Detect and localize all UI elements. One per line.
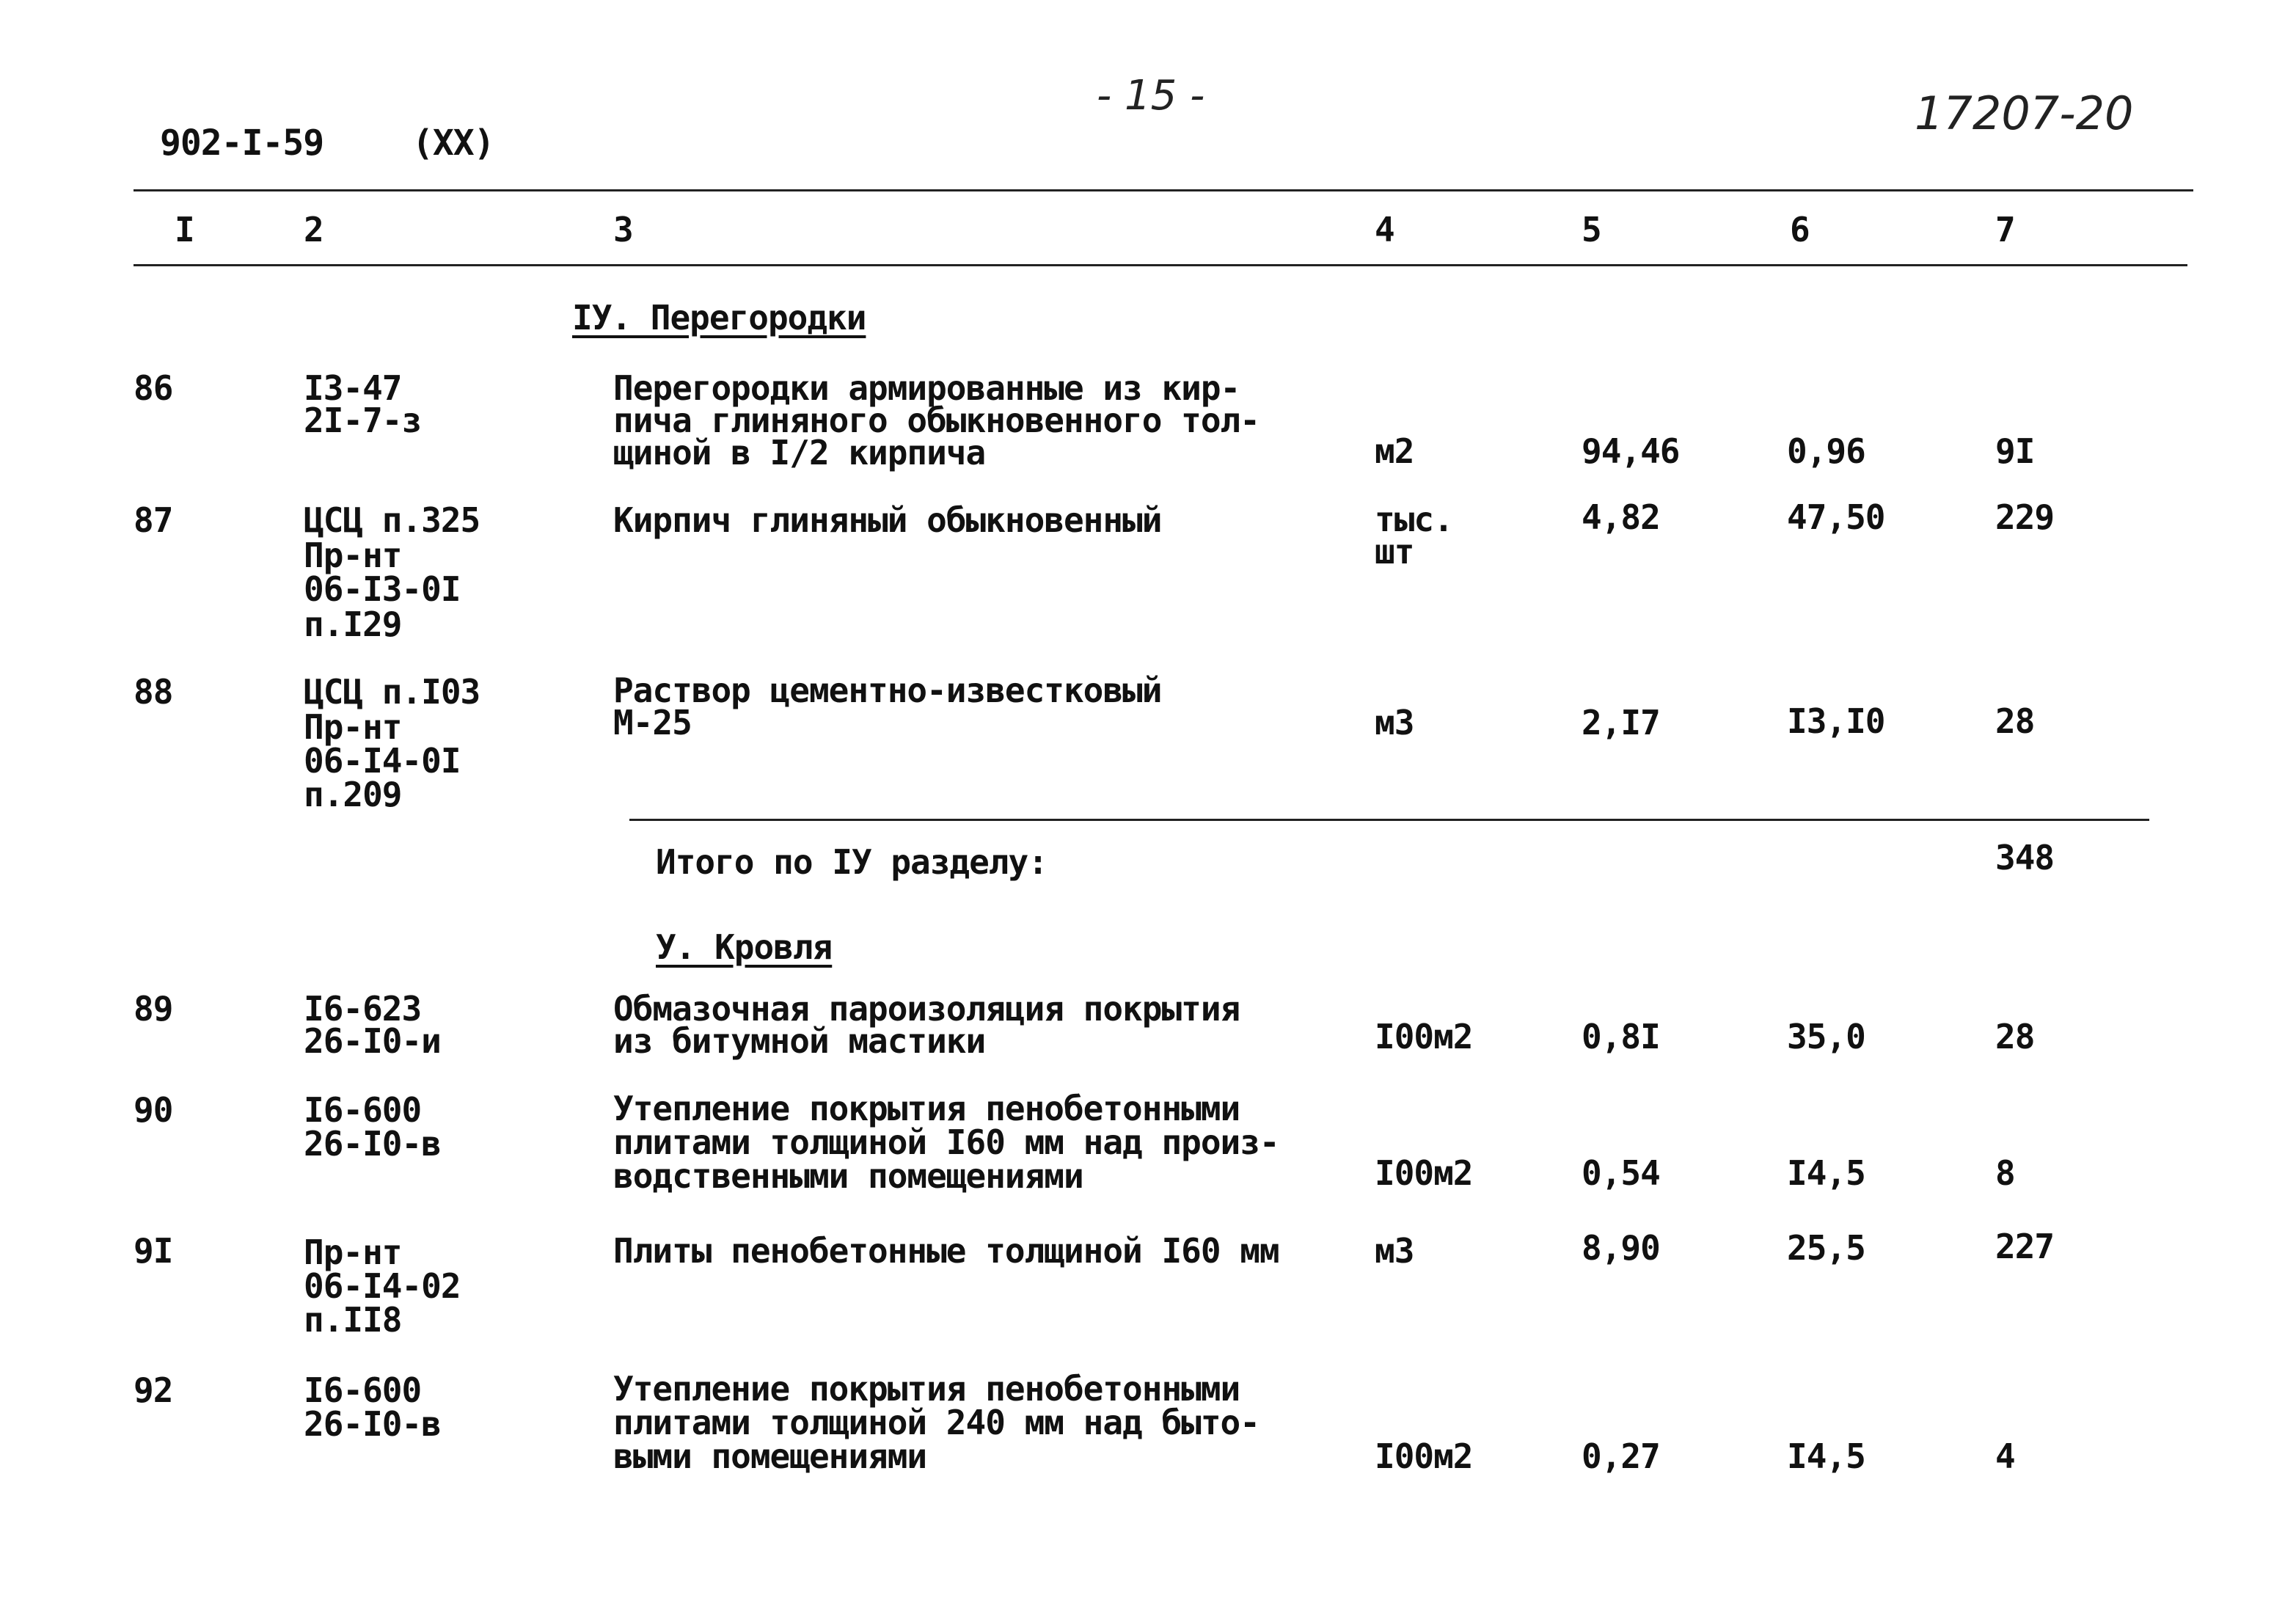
col-header-3: 3 bbox=[613, 210, 633, 249]
norm-code-line: 06-I4-02 bbox=[304, 1266, 461, 1306]
quantity: 0,8I bbox=[1582, 1017, 1660, 1056]
item-description-line: Раствор цементно-известковый bbox=[613, 671, 1162, 710]
unit: I00м2 bbox=[1375, 1017, 1473, 1056]
item-description-line: водственными помещениями bbox=[613, 1156, 1083, 1196]
header-bottom-rule bbox=[134, 264, 2187, 266]
norm-code-line: 06-I4-0I bbox=[304, 741, 461, 781]
row-number: 92 bbox=[134, 1370, 173, 1410]
item-description-line: М-25 bbox=[613, 703, 692, 742]
subtotal-label: Итого по IУ разделу: bbox=[656, 842, 1048, 882]
quantity: 94,46 bbox=[1582, 431, 1680, 471]
norm-code-line: 26-I0-в bbox=[304, 1404, 441, 1444]
unit: I00м2 bbox=[1375, 1153, 1473, 1193]
row-number: 90 bbox=[134, 1090, 173, 1130]
subtotal-value: 348 bbox=[1995, 838, 2055, 877]
unit-price: I3,I0 bbox=[1787, 701, 1885, 741]
total-cost: 28 bbox=[1995, 701, 2035, 741]
norm-code-line: I3-47 bbox=[304, 368, 402, 408]
unit-price: 0,96 bbox=[1787, 431, 1865, 471]
norm-code-line: Пр-нт bbox=[304, 707, 402, 747]
norm-code-line: п.II8 bbox=[304, 1300, 402, 1340]
total-cost: 229 bbox=[1995, 497, 2055, 537]
total-cost: 227 bbox=[1995, 1227, 2055, 1266]
norm-code-line: п.209 bbox=[304, 775, 402, 814]
row-number: 89 bbox=[134, 989, 173, 1029]
norm-code-line: 2I-7-з bbox=[304, 401, 422, 440]
unit: тыс. шт bbox=[1375, 500, 1453, 572]
item-description-line: Утепление покрытия пенобетонными bbox=[613, 1089, 1240, 1128]
col-header-5: 5 bbox=[1582, 210, 1601, 249]
item-description-line: пича глиняного обыкновенного тол- bbox=[613, 401, 1259, 440]
unit: м3 bbox=[1375, 703, 1414, 742]
quantity: 0,54 bbox=[1582, 1153, 1660, 1193]
row-number: 9I bbox=[134, 1231, 173, 1271]
item-description-line: Плиты пенобетонные толщиной I60 мм bbox=[613, 1231, 1279, 1271]
quantity: 0,27 bbox=[1582, 1436, 1660, 1476]
col-header-1: I bbox=[175, 210, 194, 249]
unit-price: 35,0 bbox=[1787, 1017, 1865, 1056]
total-cost: 8 bbox=[1995, 1153, 2015, 1193]
col-header-2: 2 bbox=[304, 210, 323, 249]
norm-code-line: I6-600 bbox=[304, 1090, 422, 1130]
col-header-4: 4 bbox=[1375, 210, 1394, 249]
unit: м3 bbox=[1375, 1231, 1414, 1271]
unit-price: 47,50 bbox=[1787, 497, 1885, 537]
archive-number: 17207-20 bbox=[1915, 87, 2134, 140]
col-header-7: 7 bbox=[1995, 210, 2015, 249]
item-description-line: Обмазочная пароизоляция покрытия bbox=[613, 989, 1240, 1029]
norm-code-line: Пр-нт bbox=[304, 536, 402, 575]
unit: м2 bbox=[1375, 431, 1414, 471]
document-suffix: (XX) bbox=[412, 123, 494, 164]
subtotal-rule bbox=[629, 819, 2149, 821]
item-description-line: щиной в I/2 кирпича bbox=[613, 433, 986, 472]
quantity: 2,I7 bbox=[1582, 703, 1660, 742]
total-cost: 4 bbox=[1995, 1436, 2015, 1476]
item-description-line: Перегородки армированные из кир- bbox=[613, 368, 1240, 408]
norm-code-line: 26-I0-в bbox=[304, 1124, 441, 1164]
item-description-line: выми помещениями bbox=[613, 1436, 927, 1476]
unit: I00м2 bbox=[1375, 1436, 1473, 1476]
item-description-line: плитами толщиной 240 мм над быто- bbox=[613, 1403, 1259, 1442]
norm-code-line: I6-600 bbox=[304, 1370, 422, 1410]
row-number: 87 bbox=[134, 500, 173, 540]
total-cost: 9I bbox=[1995, 431, 2035, 471]
norm-code-line: Пр-нт bbox=[304, 1233, 402, 1272]
quantity: 4,82 bbox=[1582, 497, 1660, 537]
norm-code-line: п.I29 bbox=[304, 605, 402, 644]
section-title-partitions: IУ. Перегородки bbox=[572, 298, 866, 337]
section-title-roofing: У. Кровля bbox=[656, 927, 833, 967]
document-code: 902-I-59 bbox=[160, 123, 324, 164]
total-cost: 28 bbox=[1995, 1017, 2035, 1056]
item-description-line: Кирпич глиняный обыкновенный bbox=[613, 500, 1162, 540]
item-description-line: Утепление покрытия пенобетонными bbox=[613, 1369, 1240, 1409]
page-number: - 15 - bbox=[1097, 72, 1205, 120]
norm-code-line: I6-623 bbox=[304, 989, 422, 1029]
row-number: 88 bbox=[134, 672, 173, 712]
norm-code-line: ЦСЦ п.325 bbox=[304, 500, 480, 540]
item-description-line: плитами толщиной I60 мм над произ- bbox=[613, 1122, 1279, 1162]
norm-code-line: ЦСЦ п.I03 bbox=[304, 672, 480, 712]
unit-price: I4,5 bbox=[1787, 1153, 1865, 1193]
quantity: 8,90 bbox=[1582, 1228, 1660, 1268]
col-header-6: 6 bbox=[1790, 210, 1810, 249]
unit-price: I4,5 bbox=[1787, 1436, 1865, 1476]
row-number: 86 bbox=[134, 368, 173, 408]
item-description-line: из битумной мастики bbox=[613, 1021, 986, 1061]
norm-code-line: 26-I0-и bbox=[304, 1021, 441, 1061]
top-rule bbox=[134, 189, 2193, 191]
unit-price: 25,5 bbox=[1787, 1228, 1865, 1268]
norm-code-line: 06-I3-0I bbox=[304, 569, 461, 609]
